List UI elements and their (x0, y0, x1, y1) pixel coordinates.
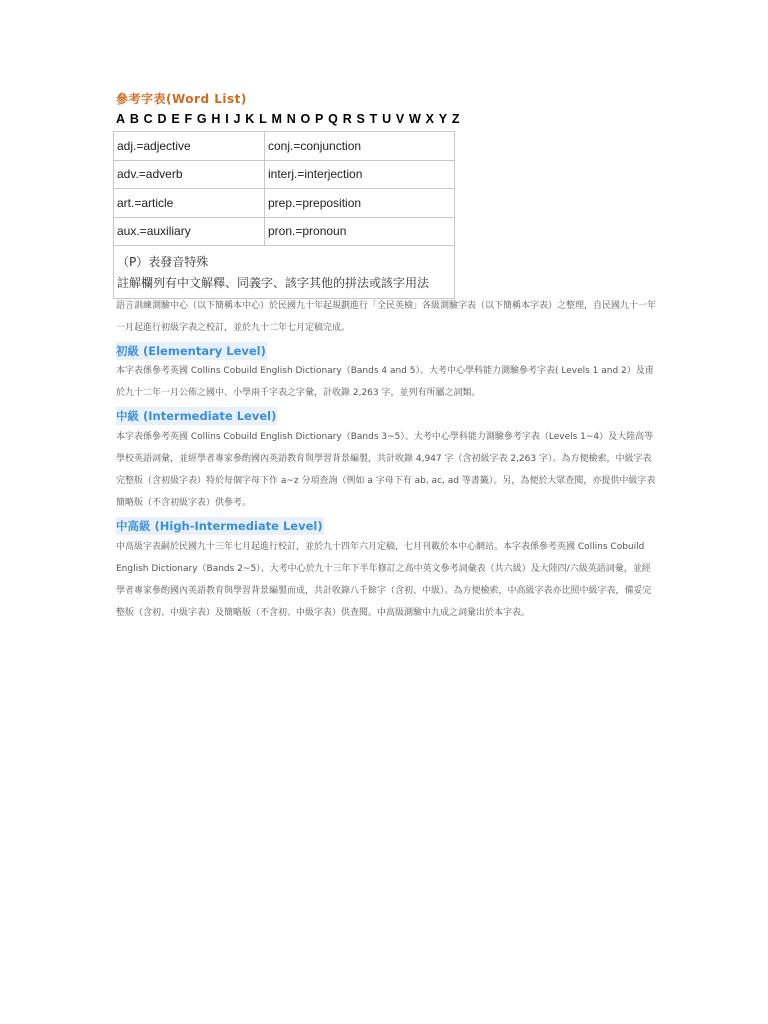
table-cell: art.=article (114, 189, 265, 218)
table-cell: adv.=adverb (114, 160, 265, 189)
letter-link[interactable]: X (425, 112, 435, 126)
section-heading-high-intermediate[interactable]: 中高級 (High-Intermediate Level) (116, 519, 323, 533)
letter-link[interactable]: Q (328, 112, 339, 126)
letter-link[interactable]: B (129, 112, 140, 126)
letter-link[interactable]: W (409, 112, 422, 126)
letter-link[interactable]: I (225, 112, 230, 126)
letter-link[interactable]: F (184, 112, 193, 126)
note-pronunciation: （P）表發音特殊 (117, 255, 209, 269)
letter-link[interactable]: C (143, 112, 154, 126)
table-row (114, 217, 455, 246)
table-cell: prep.=preposition (265, 189, 455, 218)
letter-link[interactable]: H (211, 112, 222, 126)
letter-link[interactable]: Z (451, 112, 461, 126)
page-title: 參考字表(Word List) (116, 92, 247, 106)
table-row (114, 132, 455, 161)
section-heading-intermediate[interactable]: 中級 (Intermediate Level) (116, 409, 277, 423)
letter-link[interactable]: R (342, 112, 353, 126)
section-text-intermediate: 本字表係參考英國 Collins Cobuild English Dictionary（Bands 3~5）、大考中心學科能力測驗參考字表（Levels 1~4）及大陸高等學校英語詞彙，並經學者專家參酌國內英語教育與學習背景編製，共計收錄 4,947 字（含初級字表 2,263 字）。為方便檢索，中級字表完整版（含初級字表）特於每個字母下作 a~z 分項查詢（例如 a 字母下有 ab, ac, ad 等書籤）。另，為便於大眾查閱，亦提供中級字表簡略版（不含初級字表）供參考。 (116, 432, 656, 508)
letter-link[interactable]: S (356, 112, 366, 126)
letter-link[interactable]: L (259, 112, 268, 126)
table-cell: interj.=interjection (265, 160, 455, 189)
letter-link[interactable]: M (271, 112, 283, 126)
section-text-elementary: 本字表係參考英國 Collins Cobuild English Dictionary（Bands 4 and 5）、大考中心學科能力測驗參考字表( Levels 1 and 2）及甫於九十二年一月公佈之國中、小學兩千字表之字彙，計收錄 2,263 字，並列有所屬之詞類。 (116, 366, 654, 398)
note-annotation: 註解欄列有中文解釋、同義字、該字其他的拼法或該字用法 (117, 276, 430, 290)
intro-paragraph: 語言訓練測驗中心（以下簡稱本中心）於民國九十年起規劃進行「全民英檢」各級測驗字表（以下簡稱本字表）之整理，自民國九十一年一月起進行初級字表之校訂，並於九十二年七月定稿完成。 (116, 301, 657, 333)
letter-link[interactable]: N (286, 112, 297, 126)
table-cell: conj.=conjunction (265, 132, 455, 161)
letter-link[interactable]: E (171, 112, 181, 126)
letter-link[interactable]: O (300, 112, 311, 126)
alphabet-index (116, 112, 464, 126)
letter-link[interactable]: V (395, 112, 405, 126)
table-cell: aux.=auxiliary (114, 217, 265, 246)
table-cell: adj.=adjective (114, 132, 265, 161)
letter-link[interactable]: P (315, 112, 324, 126)
section-text-high-intermediate: 中高級字表嗣於民國九十三年七月起進行校訂，並於九十四年六月定稿，七月刊載於本中心網站。本字表係參考英國 Collins Cobuild English Dictionary（Bands 2~5）、大考中心於九十三年下半年修訂之高中英文參考詞彙表（共六級）及大陸四/六級英語詞彙，並經學者專家參酌國內英語教育與學習背景編製而成，共計收錄八千餘字（含初、中級）。為方便檢索，中高級字表亦比照中級字表，備妥完整版（含初、中級字表）及簡略版（不含初、中級字表）供查閱。中高級測驗中九成之詞彙出於本字表。 (116, 542, 652, 618)
letter-link[interactable]: G (196, 112, 208, 126)
letter-link[interactable]: Y (438, 112, 448, 126)
letter-link[interactable]: D (157, 112, 168, 126)
letter-link[interactable]: J (233, 112, 242, 126)
table-cell: pron.=pronoun (265, 217, 455, 246)
table-row (114, 246, 455, 299)
table-row (114, 189, 455, 218)
abbreviation-table (113, 131, 455, 299)
letter-link[interactable]: U (382, 112, 392, 126)
table-row (114, 160, 455, 189)
letter-link[interactable]: K (245, 112, 255, 126)
letter-link[interactable]: A (116, 112, 126, 126)
letter-link[interactable]: T (369, 112, 378, 126)
notes-cell (114, 246, 455, 299)
section-heading-elementary[interactable]: 初級 (Elementary Level) (116, 344, 266, 358)
